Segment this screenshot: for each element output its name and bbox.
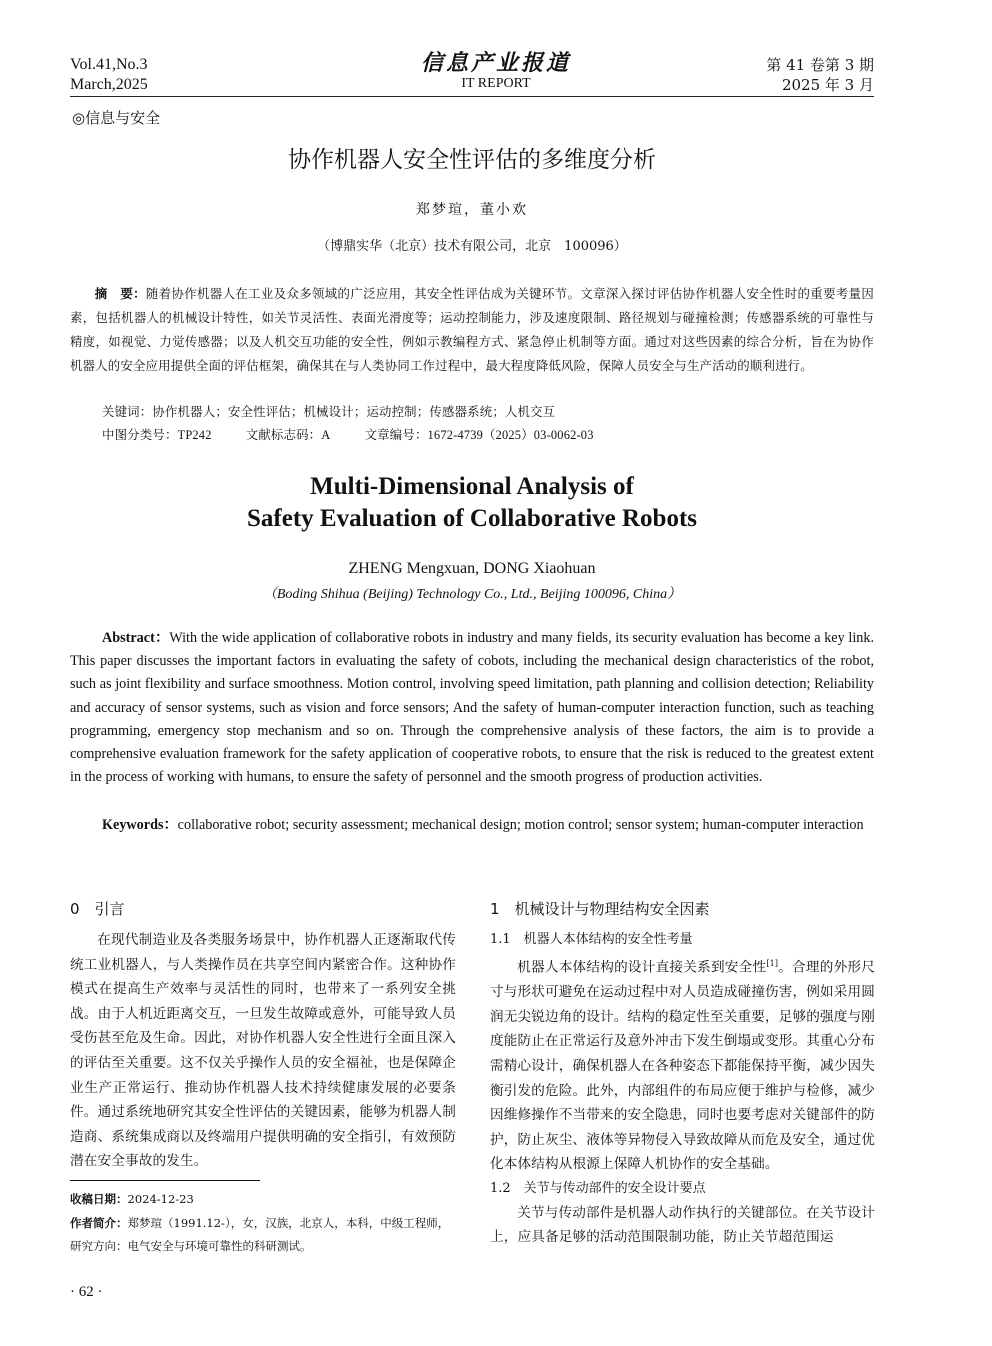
keywords-en-label: Keywords： [102,817,178,833]
issue-number-cn: 第 41 卷第 3 期 [766,56,874,74]
subsection-1-2-heading: 1.2 关节与传动部件的安全设计要点 [490,1180,706,1196]
abstract-en [70,627,874,789]
affiliation-en: （Boding Shihua (Beijing) Technology Co., Ltd., Beijing 100096, China） [262,587,682,602]
abstract-cn-text: 随着协作机器人在工业及众多领域的广泛应用，其安全性评估成为关键环节。文章深入探讨评估协作机器人安全性时的重要考量因素，包括机器人的机械设计特性，如关节灵活性、表面光滑度等；运动控制能力，涉及速度限制、路径规划与碰撞检测；传感器系统的可靠性与精度，如视觉、力觉传感器；以及人机交互功能的安全性，例如示教编程方式、紧急停止机制等方面。通过对这些因素的综合分析，旨在为协作机器人的安全应用提供全面的评估框架，确保其在与人类协同工作过程中，最大程度降低风险，保障人员安全与生产活动的顺利进行。 [70,286,874,373]
affiliation-cn: （博鼎实华（北京）技术有限公司，北京 100096） [317,239,627,254]
section-1 [490,898,875,1250]
abstract-en-label: Abstract： [102,630,170,646]
section-1-heading: 1 机械设计与物理结构安全因素 [490,900,710,918]
doc-code: A [321,428,331,442]
keywords-cn-text: 协作机器人；安全性评估；机械设计；运动控制；传感器系统；人机交互 [152,404,556,419]
header-rule [70,96,874,97]
citation-ref[interactable]: [1] [766,959,779,968]
title-cn: 协作机器人安全性评估的多维度分析 [288,147,656,173]
subsection-1-1-text [490,952,875,1177]
section-0-text: 在现代制造业及各类服务场景中，协作机器人正逐渐取代传统工业机器人，与人类操作员在共享空间内紧密合作。这种协作模式在提高生产效率与灵活性的同时，也带来了一系列安全挑战。由于人机近距离交互，一旦发生故障或意外，可能导致人员受伤甚至危及生命。因此，对协作机器人安全性进行全面且深入的评估至关重要。这不仅关乎操作人员的安全福祉，也是保障企业生产正常运行、推动协作机器人技术持续健康发展的必要条件。通过系统地研究其安全性评估的关键因素，能够为机器人制造商、系统集成商以及终端用户提供明确的安全指引，有效预防潜在安全事故的发生。 [70,932,456,1170]
article-id-label: 文章编号： [364,427,428,442]
abstract-cn-label: 摘 要： [94,286,146,301]
volume-number: Vol.41,No.3 [70,56,148,73]
section-0-heading: 0 引言 [70,900,125,918]
article-id: 1672-4739（2025）03-0062-03 [427,428,594,442]
subsection-1-2-text: 关节与传动部件是机器人动作执行的关键部位。在关节设计上，应具备足够的活动范围限制功能，防止关节超范围运 [490,1204,875,1246]
section-0 [70,898,456,1174]
keywords-en-text: collaborative robot; security assessment; mechanical design; motion control; sensor system; human-computer interaction [177,817,864,833]
author-bio-label: 作者简介： [70,1215,128,1230]
title-en [0,471,944,535]
keywords-cn [102,400,555,424]
footnote-rule [70,1180,260,1181]
received-label: 收稿日期： [70,1192,128,1206]
keywords-en [70,814,874,837]
issue-date: March,2025 [70,76,148,93]
classification-line [102,423,594,447]
volume-info [70,55,148,95]
abstract-cn [70,282,874,378]
journal-name-en: IT REPORT [461,76,531,91]
section-tag: ◎信息与安全 [72,109,161,127]
issue-date-cn: 2025 年 3 月 [781,76,874,94]
keywords-cn-label: 关键词： [102,404,153,419]
paragraph-text: 。合理的外形尺寸与形状可避免在运动过程中对人员造成碰撞伤害，例如采用圆润无尖锐边角的设计。结构的稳定性至关重要，足够的强度与刚度能防止在正常运行及意外冲击下发生倒塌或变形。其重心分布需精心设计，确保机器人在各种姿态下都能保持平衡，减少因失衡引发的危险。此外，内部组件的布局应便于维护与检修，减少因维修操作不当带来的安全隐患，同时也要考虑对关键部件的防护，防止灰尘、液体等异物侵入导致故障从而危及安全，通过优化本体结构从根源上保障人机协作的安全基础。 [490,959,875,1173]
journal-name-cn: 信息产业报道 [420,50,571,76]
clc-label: 中图分类号： [102,427,178,442]
title-en-line-1: Multi-Dimensional Analysis of [310,473,634,500]
author-bio: 郑梦瑄（1991.12-），女，汉族，北京人，本科，中级工程师，研究方向：电气安全与环境可靠性的科研测试。 [70,1215,450,1253]
page-number: · 62 · [70,1284,103,1300]
clc-code: TP242 [177,428,212,442]
journal-logo [380,50,612,92]
subsection-1-1-heading: 1.1 机器人本体结构的安全性考量 [490,932,693,947]
issue-info-cn [766,55,874,95]
received-date: 2024-12-23 [127,1192,194,1206]
paragraph-text: 机器人本体结构的设计直接关系到安全性 [517,959,767,976]
authors-en: ZHENG Mengxuan, DONG Xiaohuan [348,560,596,577]
footnote [70,1188,456,1259]
title-en-line-2: Safety Evaluation of Collaborative Robots [247,505,697,532]
abstract-en-text: With the wide application of collaborative robots in industry and many fields, its security evaluation has become a key link. This paper discusses the important factors in evaluating the safety of cobots, including the mechanical design characteristics of the robot, such as joint flexibility and surface smoothness. Motion control, involving speed limitation, path planning and collision detection; Reliability and accuracy of sensor systems, such as vision and force sensors; And the safety of human-computer interaction function, such as teaching programming, emergency stop mechanism and so on. Through the comprehensive analysis of these factors, the aim is to provide a comprehensive evaluation framework for the safety application of cooperative robots, to ensure that the risk is reduced to the greatest extent in the process of working with humans, to ensure the safety of personnel and the smooth progress of production activities. [70,630,875,786]
authors-cn: 郑梦瑄，董小欢 [416,202,528,218]
doc-code-label: 文献标志码： [245,427,322,442]
